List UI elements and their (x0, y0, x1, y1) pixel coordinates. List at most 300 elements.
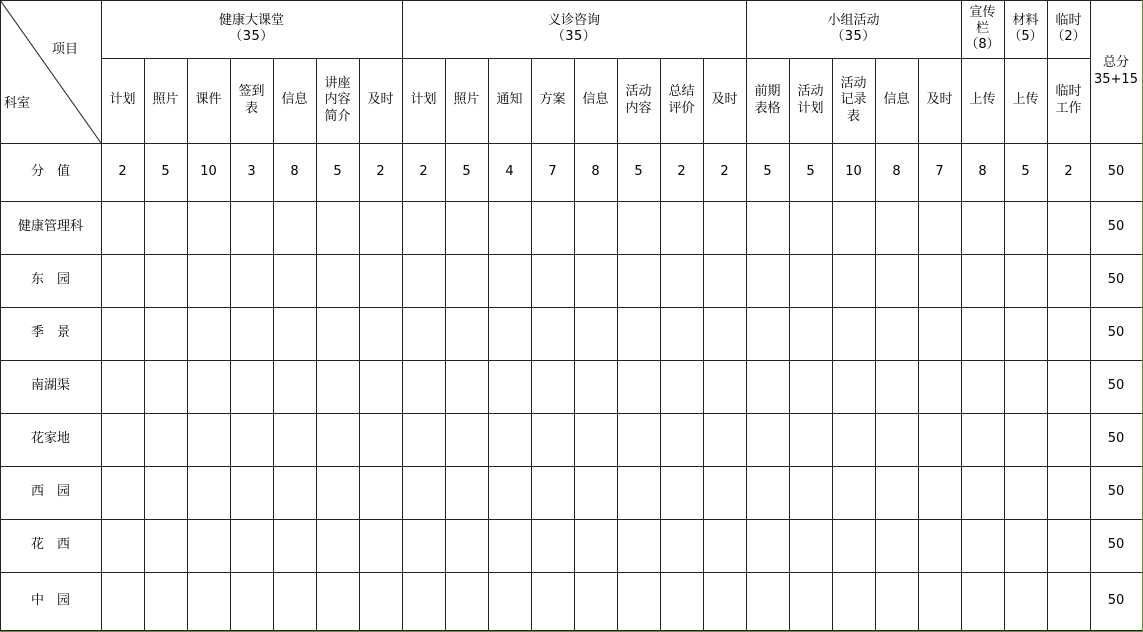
score-input-cell[interactable] (101, 466, 144, 519)
group-header (1004, 0, 1047, 58)
score-input-cell[interactable] (402, 519, 445, 572)
sub-header: 及时 (367, 92, 394, 108)
score-input-cell[interactable] (746, 254, 789, 307)
score-input-cell[interactable] (961, 307, 1004, 360)
score-input-cell[interactable] (488, 572, 531, 630)
score-input-cell[interactable] (617, 572, 660, 630)
score-input-cell[interactable] (531, 572, 574, 630)
score-input-cell[interactable] (359, 254, 402, 307)
grid-line (617, 58, 618, 631)
grid-line (0, 413, 1143, 414)
sub-header: 活动 计划 (797, 84, 824, 116)
score-input-cell[interactable] (574, 466, 617, 519)
score-input-cell[interactable] (187, 307, 230, 360)
corner-diagonal (0, 0, 102, 144)
sub-header: 及时 (926, 92, 953, 108)
score-value: 5 (462, 163, 471, 179)
group-title: 义诊咨询 (547, 12, 600, 28)
score-input-cell[interactable] (1047, 360, 1090, 413)
group-subtitle: （35） (831, 29, 876, 44)
score-input-cell[interactable] (789, 254, 832, 307)
department-name: 中 园 (30, 592, 70, 608)
score-input-cell[interactable] (445, 360, 488, 413)
score-input-cell[interactable] (144, 307, 187, 360)
score-input-cell[interactable] (187, 360, 230, 413)
department-name: 花 西 (30, 537, 70, 553)
score-input-cell[interactable] (703, 466, 746, 519)
score-input-cell[interactable] (531, 307, 574, 360)
score-input-cell[interactable] (531, 201, 574, 254)
grid-line (273, 58, 274, 631)
grid-line (1090, 0, 1091, 631)
score-input-cell[interactable] (316, 307, 359, 360)
grid-line (0, 572, 1143, 573)
score-input-cell[interactable] (832, 413, 875, 466)
score-input-cell[interactable] (531, 519, 574, 572)
corner-left-label: 科室 (4, 96, 31, 111)
score-input-cell[interactable] (961, 201, 1004, 254)
score-input-cell[interactable] (918, 360, 961, 413)
score-input-cell[interactable] (402, 201, 445, 254)
sub-header: 方案 (539, 92, 566, 108)
grid-line (0, 254, 1143, 255)
score-value: 2 (1064, 163, 1073, 179)
grid-line (660, 58, 661, 631)
score-input-cell[interactable] (875, 519, 918, 572)
score-input-cell[interactable] (574, 572, 617, 630)
group-title: 健康大课堂 (218, 12, 284, 28)
grid-line (101, 58, 1091, 59)
score-input-cell[interactable] (273, 360, 316, 413)
score-input-cell[interactable] (918, 307, 961, 360)
score-input-cell[interactable] (961, 519, 1004, 572)
grid-line (488, 58, 489, 631)
score-input-cell[interactable] (1047, 572, 1090, 630)
score-input-cell[interactable] (230, 254, 273, 307)
score-input-cell[interactable] (101, 254, 144, 307)
score-input-cell[interactable] (316, 413, 359, 466)
score-input-cell[interactable] (617, 360, 660, 413)
score-input-cell[interactable] (445, 519, 488, 572)
score-input-cell[interactable] (574, 519, 617, 572)
score-input-cell[interactable] (574, 360, 617, 413)
score-input-cell[interactable] (703, 413, 746, 466)
score-input-cell[interactable] (832, 519, 875, 572)
score-input-cell[interactable] (1004, 413, 1047, 466)
score-input-cell[interactable] (918, 572, 961, 630)
score-input-cell[interactable] (187, 466, 230, 519)
grid-line (531, 58, 532, 631)
score-input-cell[interactable] (918, 519, 961, 572)
score-input-cell[interactable] (230, 519, 273, 572)
score-input-cell[interactable] (445, 307, 488, 360)
sub-header: 活动 记录 表 (840, 76, 867, 124)
group-header (402, 0, 746, 58)
score-input-cell[interactable] (101, 519, 144, 572)
score-input-cell[interactable] (187, 254, 230, 307)
score-input-cell[interactable] (316, 201, 359, 254)
score-input-cell[interactable] (660, 201, 703, 254)
grid-line (961, 0, 962, 631)
score-input-cell[interactable] (1047, 413, 1090, 466)
grid-line (445, 58, 446, 631)
score-input-cell[interactable] (961, 254, 1004, 307)
score-input-cell[interactable] (617, 201, 660, 254)
score-input-cell[interactable] (961, 413, 1004, 466)
sub-header: 前期 表格 (754, 84, 781, 116)
score-input-cell[interactable] (187, 413, 230, 466)
score-input-cell[interactable] (1004, 254, 1047, 307)
score-input-cell[interactable] (832, 307, 875, 360)
score-input-cell[interactable] (746, 466, 789, 519)
score-input-cell[interactable] (187, 572, 230, 630)
group-header (746, 0, 961, 58)
score-input-cell[interactable] (746, 360, 789, 413)
score-input-cell[interactable] (1047, 201, 1090, 254)
score-total: 50 (1107, 163, 1125, 179)
score-input-cell[interactable] (746, 519, 789, 572)
score-input-cell[interactable] (101, 307, 144, 360)
sub-header: 及时 (711, 92, 738, 108)
score-input-cell[interactable] (488, 201, 531, 254)
grid-line (0, 360, 1143, 361)
grid-line (1004, 0, 1005, 631)
score-value: 7 (548, 163, 557, 179)
score-value: 3 (247, 163, 256, 179)
grid-line (574, 58, 575, 631)
score-input-cell[interactable] (531, 413, 574, 466)
grid-line (875, 58, 876, 631)
score-input-cell[interactable] (918, 466, 961, 519)
row-total: 50 (1107, 484, 1125, 500)
department-name: 南湖渠 (30, 378, 70, 394)
score-input-cell[interactable] (144, 519, 187, 572)
score-input-cell[interactable] (875, 466, 918, 519)
score-input-cell[interactable] (488, 307, 531, 360)
sub-header: 信息 (582, 92, 609, 108)
diagonal-line (0, 0, 101, 143)
score-input-cell[interactable] (273, 572, 316, 630)
grid-line (144, 58, 145, 631)
score-input-cell[interactable] (875, 572, 918, 630)
score-input-cell[interactable] (1004, 572, 1047, 630)
score-input-cell[interactable] (402, 307, 445, 360)
score-input-cell[interactable] (832, 254, 875, 307)
score-value: 5 (634, 163, 643, 179)
row-total: 50 (1107, 219, 1125, 235)
score-input-cell[interactable] (1004, 519, 1047, 572)
score-input-cell[interactable] (101, 413, 144, 466)
score-input-cell[interactable] (273, 307, 316, 360)
score-input-cell[interactable] (359, 572, 402, 630)
score-input-cell[interactable] (445, 201, 488, 254)
sub-header: 照片 (453, 92, 480, 108)
score-input-cell[interactable] (1047, 519, 1090, 572)
group-header (101, 0, 402, 58)
score-value: 2 (720, 163, 729, 179)
department-name: 季 景 (30, 325, 70, 341)
sub-header: 课件 (195, 92, 222, 108)
score-input-cell[interactable] (746, 572, 789, 630)
score-input-cell[interactable] (230, 360, 273, 413)
score-input-cell[interactable] (316, 466, 359, 519)
score-input-cell[interactable] (488, 254, 531, 307)
total-header: 总分 35+15 (1094, 55, 1138, 87)
score-input-cell[interactable] (746, 201, 789, 254)
score-input-cell[interactable] (359, 307, 402, 360)
grid-line (0, 466, 1143, 467)
sub-header: 信息 (281, 92, 308, 108)
sub-header: 上传 (1012, 92, 1039, 108)
score-input-cell[interactable] (660, 572, 703, 630)
score-value: 2 (419, 163, 428, 179)
sub-header: 讲座 内容 简介 (324, 76, 351, 124)
score-input-cell[interactable] (832, 572, 875, 630)
score-input-cell[interactable] (875, 201, 918, 254)
sub-header: 照片 (152, 92, 179, 108)
score-input-cell[interactable] (230, 201, 273, 254)
score-input-cell[interactable] (273, 413, 316, 466)
grid-line (0, 519, 1143, 520)
score-input-cell[interactable] (875, 413, 918, 466)
score-input-cell[interactable] (617, 413, 660, 466)
score-input-cell[interactable] (531, 360, 574, 413)
score-input-cell[interactable] (531, 466, 574, 519)
row-total: 50 (1107, 537, 1125, 553)
score-input-cell[interactable] (402, 413, 445, 466)
score-input-cell[interactable] (1047, 254, 1090, 307)
grid-line (0, 307, 1143, 308)
score-input-cell[interactable] (273, 254, 316, 307)
group-title: 小组活动 (827, 12, 880, 28)
score-input-cell[interactable] (875, 360, 918, 413)
score-input-cell[interactable] (789, 307, 832, 360)
score-row-label: 分 值 (30, 163, 70, 179)
score-input-cell[interactable] (574, 307, 617, 360)
sub-header: 总结 评价 (668, 84, 695, 116)
score-input-cell[interactable] (316, 254, 359, 307)
score-input-cell[interactable] (574, 413, 617, 466)
grid-line (0, 0, 1143, 1)
group-title: 宣传 栏 （8） (965, 4, 1000, 53)
score-input-cell[interactable] (832, 466, 875, 519)
score-input-cell[interactable] (359, 519, 402, 572)
row-total: 50 (1107, 272, 1125, 288)
score-input-cell[interactable] (961, 572, 1004, 630)
score-input-cell[interactable] (488, 466, 531, 519)
score-value: 7 (935, 163, 944, 179)
corner-top-label: 项目 (52, 42, 79, 57)
score-input-cell[interactable] (144, 466, 187, 519)
score-input-cell[interactable] (617, 254, 660, 307)
score-input-cell[interactable] (359, 413, 402, 466)
sub-header: 活动 内容 (625, 84, 652, 116)
score-input-cell[interactable] (746, 307, 789, 360)
row-total: 50 (1107, 378, 1125, 394)
score-value: 5 (333, 163, 342, 179)
score-input-cell[interactable] (574, 201, 617, 254)
grid-line (402, 0, 403, 631)
group-title: 临时 （2） (1051, 12, 1086, 44)
grid-line (746, 0, 747, 631)
score-input-cell[interactable] (402, 572, 445, 630)
score-input-cell[interactable] (703, 572, 746, 630)
score-value: 10 (845, 163, 862, 179)
score-input-cell[interactable] (918, 413, 961, 466)
group-title: 材料 （5） (1008, 12, 1043, 44)
score-input-cell[interactable] (187, 201, 230, 254)
score-input-cell[interactable] (1047, 466, 1090, 519)
score-input-cell[interactable] (961, 466, 1004, 519)
score-input-cell[interactable] (660, 466, 703, 519)
score-input-cell[interactable] (703, 519, 746, 572)
sub-header: 签到 表 (238, 84, 265, 116)
grid-line (0, 143, 1143, 144)
score-input-cell[interactable] (316, 360, 359, 413)
sub-header: 通知 (496, 92, 523, 108)
score-input-cell[interactable] (359, 360, 402, 413)
score-value: 5 (161, 163, 170, 179)
score-input-cell[interactable] (660, 519, 703, 572)
sub-header: 上传 (969, 92, 996, 108)
department-name: 西 园 (30, 484, 70, 500)
score-input-cell[interactable] (1004, 466, 1047, 519)
score-value: 5 (806, 163, 815, 179)
score-input-cell[interactable] (101, 360, 144, 413)
score-input-cell[interactable] (660, 360, 703, 413)
score-input-cell[interactable] (918, 201, 961, 254)
score-input-cell[interactable] (789, 572, 832, 630)
score-input-cell[interactable] (1047, 307, 1090, 360)
score-input-cell[interactable] (660, 307, 703, 360)
score-input-cell[interactable] (402, 360, 445, 413)
grid-line (918, 58, 919, 631)
score-input-cell[interactable] (144, 201, 187, 254)
score-input-cell[interactable] (101, 572, 144, 630)
score-input-cell[interactable] (574, 254, 617, 307)
score-input-cell[interactable] (273, 466, 316, 519)
score-input-cell[interactable] (875, 254, 918, 307)
score-input-cell[interactable] (617, 307, 660, 360)
score-input-cell[interactable] (101, 201, 144, 254)
score-input-cell[interactable] (230, 307, 273, 360)
department-name: 花家地 (30, 431, 70, 447)
score-input-cell[interactable] (789, 360, 832, 413)
score-input-cell[interactable] (488, 413, 531, 466)
score-input-cell[interactable] (703, 360, 746, 413)
score-input-cell[interactable] (230, 413, 273, 466)
score-input-cell[interactable] (488, 360, 531, 413)
sub-header: 计划 (410, 92, 437, 108)
score-input-cell[interactable] (703, 254, 746, 307)
score-input-cell[interactable] (832, 201, 875, 254)
score-value: 2 (677, 163, 686, 179)
score-input-cell[interactable] (832, 360, 875, 413)
score-input-cell[interactable] (746, 413, 789, 466)
department-name: 健康管理科 (17, 219, 83, 235)
score-input-cell[interactable] (359, 466, 402, 519)
score-input-cell[interactable] (617, 466, 660, 519)
row-total: 50 (1107, 325, 1125, 341)
grid-line (0, 201, 1143, 202)
score-input-cell[interactable] (445, 466, 488, 519)
score-value: 5 (1021, 163, 1030, 179)
score-input-cell[interactable] (402, 254, 445, 307)
score-input-cell[interactable] (617, 519, 660, 572)
row-total: 50 (1107, 431, 1125, 447)
grid-line (359, 58, 360, 631)
score-input-cell[interactable] (402, 466, 445, 519)
score-input-cell[interactable] (316, 519, 359, 572)
score-value: 2 (376, 163, 385, 179)
group-subtitle: （35） (229, 29, 274, 44)
score-input-cell[interactable] (789, 519, 832, 572)
score-input-cell[interactable] (488, 519, 531, 572)
grid-line (230, 58, 231, 631)
score-input-cell[interactable] (918, 254, 961, 307)
department-name: 东 园 (30, 272, 70, 288)
score-value: 8 (978, 163, 987, 179)
score-input-cell[interactable] (703, 201, 746, 254)
score-input-cell[interactable] (660, 413, 703, 466)
score-input-cell[interactable] (144, 360, 187, 413)
score-input-cell[interactable] (1004, 360, 1047, 413)
group-header (1047, 0, 1090, 58)
grid-line (1047, 0, 1048, 631)
score-input-cell[interactable] (445, 413, 488, 466)
sub-header: 信息 (883, 92, 910, 108)
score-input-cell[interactable] (531, 254, 574, 307)
score-input-cell[interactable] (1004, 307, 1047, 360)
score-value: 8 (290, 163, 299, 179)
group-subtitle: （35） (551, 29, 597, 44)
score-input-cell[interactable] (230, 466, 273, 519)
score-input-cell[interactable] (144, 572, 187, 630)
score-value: 4 (505, 163, 514, 179)
score-value: 8 (892, 163, 901, 179)
grid-line (703, 58, 704, 631)
grid-line (316, 58, 317, 631)
grid-line (789, 58, 790, 631)
score-input-cell[interactable] (961, 360, 1004, 413)
score-input-cell[interactable] (789, 466, 832, 519)
score-input-cell[interactable] (316, 572, 359, 630)
score-input-cell[interactable] (445, 572, 488, 630)
score-value: 2 (118, 163, 127, 179)
sub-header: 临时 工作 (1055, 84, 1082, 116)
score-input-cell[interactable] (273, 519, 316, 572)
score-input-cell[interactable] (445, 254, 488, 307)
score-input-cell[interactable] (273, 201, 316, 254)
score-value: 5 (763, 163, 772, 179)
row-total: 50 (1107, 592, 1125, 608)
score-input-cell[interactable] (1004, 201, 1047, 254)
score-input-cell[interactable] (187, 519, 230, 572)
score-value: 8 (591, 163, 600, 179)
score-input-cell[interactable] (660, 254, 703, 307)
grid-line (187, 58, 188, 631)
score-input-cell[interactable] (144, 413, 187, 466)
score-input-cell[interactable] (789, 201, 832, 254)
grid-line (832, 58, 833, 631)
score-input-cell[interactable] (789, 413, 832, 466)
group-header (961, 0, 1004, 58)
score-input-cell[interactable] (359, 201, 402, 254)
score-input-cell[interactable] (875, 307, 918, 360)
score-input-cell[interactable] (144, 254, 187, 307)
score-input-cell[interactable] (703, 307, 746, 360)
score-input-cell[interactable] (230, 572, 273, 630)
